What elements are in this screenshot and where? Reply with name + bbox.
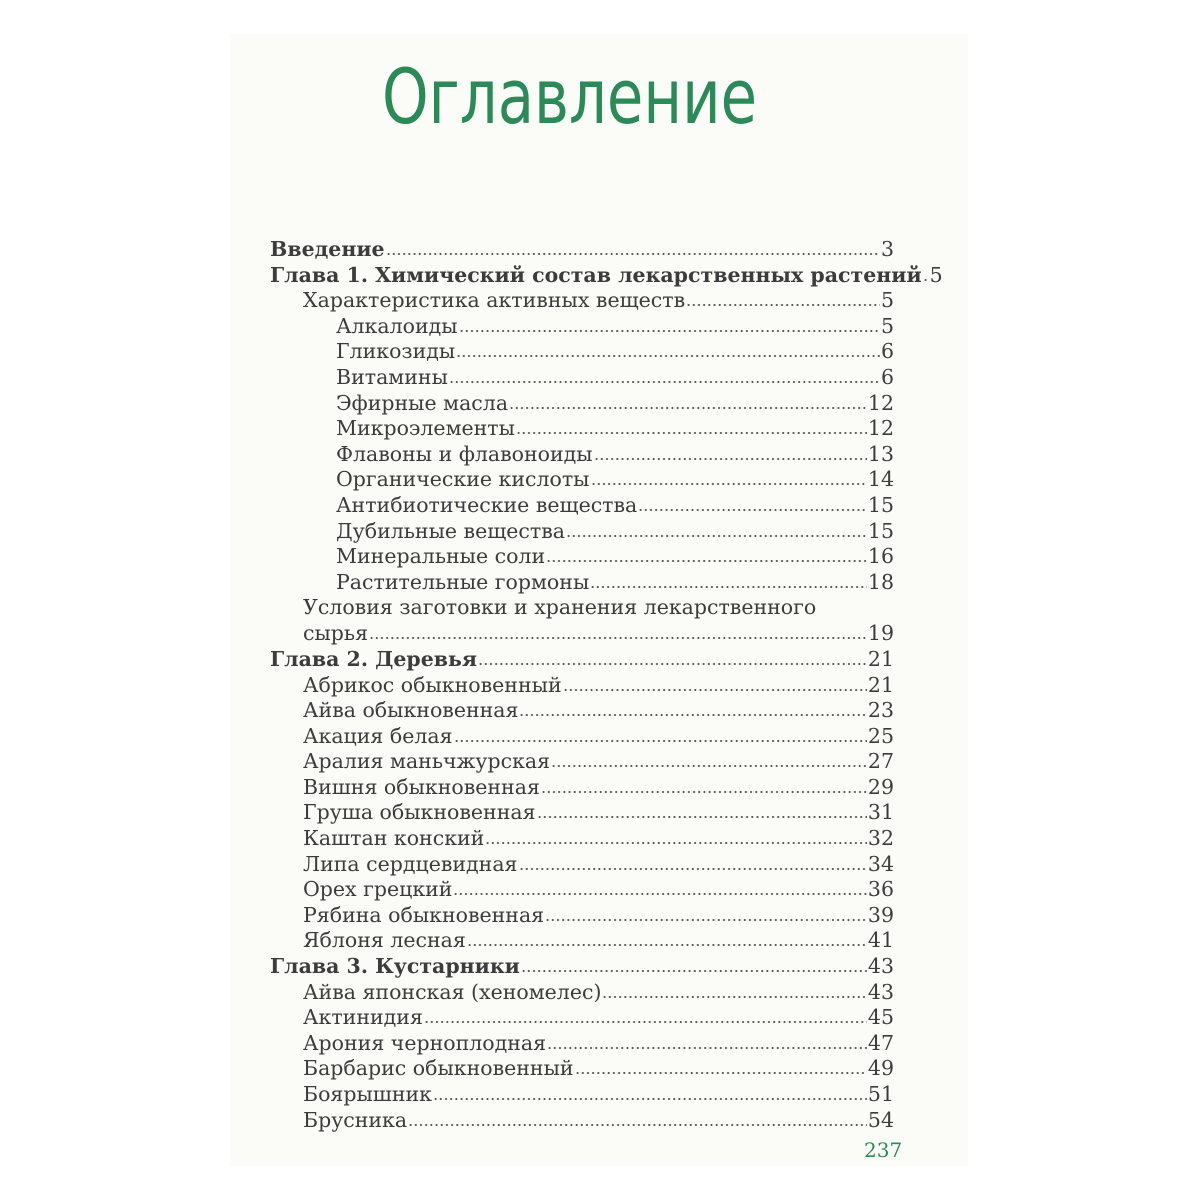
- toc-entry-title: Глава 1. Химический состав лекарственных растений: [270, 262, 922, 287]
- dot-leader: [449, 381, 880, 383]
- toc-entry-page: 34: [867, 851, 894, 876]
- toc-entry: [270, 339, 894, 365]
- toc-entry-title: Арония черноплодная: [303, 1030, 547, 1055]
- toc-entry-title: Каштан конский: [303, 826, 485, 851]
- dot-leader: [467, 944, 867, 946]
- toc-entry-page: 29: [867, 774, 894, 799]
- dot-leader: [686, 304, 880, 306]
- dot-leader: [590, 586, 867, 588]
- toc-entry-page: 41: [867, 928, 894, 953]
- dot-leader: [386, 253, 880, 255]
- dot-leader: [547, 1047, 867, 1049]
- toc-entry-title: Микроэлементы: [336, 416, 515, 441]
- toc-entry-title: Орех грецкий: [303, 877, 453, 902]
- dot-leader: [521, 970, 867, 972]
- toc-entry-page: 12: [867, 416, 894, 441]
- toc-entry-title: Эфирные масла: [336, 390, 509, 415]
- toc-entry-page: 12: [867, 390, 894, 415]
- toc-entry-page: 49: [867, 1056, 894, 1081]
- toc-entry-page: 14: [867, 467, 894, 492]
- toc-entry: [270, 519, 894, 545]
- toc-entry-title: Боярышник: [303, 1082, 432, 1106]
- toc-entry: [270, 544, 894, 570]
- toc-entry-page: 6: [880, 339, 894, 364]
- dot-leader: [485, 842, 867, 844]
- toc-entry-title: Абрикос обыкновенный: [303, 672, 562, 697]
- dot-leader: [602, 996, 866, 998]
- toc-entry-title: Акация белая: [303, 723, 453, 748]
- dot-leader: [575, 1072, 867, 1074]
- dot-leader: [424, 1021, 867, 1023]
- toc-entry-title: Условия заготовки и хранения лекарственного: [303, 595, 817, 620]
- toc-entry: [270, 1108, 894, 1134]
- toc-entry-page: 27: [867, 749, 894, 774]
- dot-leader: [638, 509, 867, 511]
- toc-entry: [270, 621, 894, 647]
- toc-entry-title: Антибиотические вещества: [336, 492, 638, 517]
- toc-entry: [270, 724, 894, 750]
- toc-entry-title: Растительные гормоны: [336, 569, 590, 594]
- dot-leader: [509, 407, 867, 409]
- page-number: 237: [864, 1138, 903, 1162]
- toc-entry-page: 6: [880, 364, 894, 389]
- toc-entry-page: 43: [867, 954, 894, 979]
- toc-entry: [270, 365, 894, 391]
- toc-entry-page: 5: [880, 313, 894, 338]
- toc-entry-title: Актинидия: [303, 1005, 423, 1030]
- toc-entry: [270, 673, 894, 699]
- toc-entry-page: 5: [929, 262, 943, 287]
- toc-entry-page: 23: [867, 698, 894, 723]
- dot-leader: [519, 714, 866, 716]
- toc-entry-page: 25: [867, 723, 894, 748]
- toc-entry: [270, 826, 894, 852]
- toc-entry: [270, 1082, 894, 1108]
- dot-leader: [459, 330, 880, 332]
- toc-entry: [270, 698, 894, 724]
- dot-leader: [545, 919, 867, 921]
- dot-leader: [456, 355, 880, 357]
- toc-entry-page: 54: [867, 1107, 894, 1132]
- toc-entry-title: Минеральные соли: [336, 544, 546, 569]
- toc-entry-title: Гликозиды: [336, 339, 456, 364]
- dot-leader: [516, 432, 867, 434]
- toc-entry: [270, 877, 894, 903]
- toc-entry: [270, 1031, 894, 1057]
- dot-leader: [541, 791, 867, 793]
- toc-entry-page: 45: [867, 1005, 894, 1030]
- toc-entry: [270, 1005, 894, 1031]
- toc-entry-title: Глава 3. Кустарники: [270, 954, 520, 979]
- toc-entry: [270, 800, 894, 826]
- dot-leader: [546, 560, 867, 562]
- toc-entry: [270, 493, 894, 519]
- toc-entry-title: Барбарис обыкновенный: [303, 1056, 574, 1081]
- dot-leader: [478, 663, 867, 665]
- toc-entry-page: 43: [867, 979, 894, 1004]
- dot-leader: [369, 637, 867, 639]
- toc-entry: [270, 852, 894, 878]
- dot-leader: [454, 740, 867, 742]
- toc-entry-page: 21: [867, 646, 894, 671]
- toc-entry-page: 47: [867, 1030, 894, 1055]
- toc-entry-page: 13: [867, 441, 894, 466]
- toc-entry: [270, 980, 894, 1006]
- toc-entry-title: Айва японская (хеномелес): [303, 979, 602, 1004]
- dot-leader: [563, 689, 867, 691]
- toc-entry: [270, 903, 894, 929]
- toc-entry-title: Яблоня лесная: [303, 928, 466, 953]
- toc-entry-title: Аралия маньчжурская: [303, 749, 551, 774]
- toc-entry-page: 5: [880, 288, 894, 313]
- toc-entry: [270, 595, 894, 621]
- toc-entry-title: сырья: [303, 621, 369, 646]
- toc-entry: [270, 262, 943, 289]
- toc-entry-page: 31: [867, 800, 894, 825]
- toc-entry-title: Брусника: [303, 1107, 408, 1132]
- toc-entry-page: 36: [867, 877, 894, 902]
- toc-entry-page: 21: [867, 672, 894, 697]
- dot-leader: [453, 893, 866, 895]
- toc-entry: [270, 749, 894, 775]
- toc-entry-title: Айва обыкновенная: [303, 698, 519, 723]
- dot-leader: [594, 458, 867, 460]
- toc-entry-page: 16: [867, 544, 894, 569]
- dot-leader: [408, 1124, 867, 1126]
- toc-entry-title: Груша обыкновенная: [303, 800, 536, 825]
- toc-entry-title: Флавоны и флавоноиды: [336, 441, 593, 466]
- toc-entry-title: Глава 2. Деревья: [270, 646, 478, 671]
- toc-entry: [270, 647, 894, 673]
- toc-entry-title: Витамины: [336, 364, 448, 389]
- dot-leader: [923, 279, 929, 281]
- toc-entry-page: 39: [867, 902, 894, 927]
- toc-entry: [270, 416, 894, 442]
- toc-entry-title: Рябина обыкновенная: [303, 902, 545, 927]
- toc-entry: [270, 442, 894, 468]
- toc-entry-title: Введение: [270, 237, 385, 261]
- toc-entry: [270, 954, 894, 980]
- dot-leader: [537, 816, 867, 818]
- toc-entry-title: Липа сердцевидная: [303, 851, 518, 876]
- toc-entry-page: 3: [880, 237, 894, 261]
- toc-entry: [270, 467, 894, 493]
- toc-entry: [270, 237, 894, 263]
- toc-entry: [270, 288, 894, 314]
- toc-entry-page: 15: [867, 492, 894, 517]
- toc-entry: [270, 391, 894, 417]
- dot-leader: [551, 765, 867, 767]
- page-title: Оглавление: [382, 52, 758, 141]
- toc-entry: [270, 570, 894, 596]
- toc-entry-page: 18: [867, 569, 894, 594]
- dot-leader: [433, 1098, 867, 1100]
- toc-entry: [270, 314, 894, 340]
- table-of-contents: [270, 237, 943, 1133]
- toc-entry: [270, 775, 894, 801]
- toc-entry-title: Характеристика активных веществ: [303, 288, 686, 313]
- dot-leader: [519, 868, 867, 870]
- book-page: [230, 34, 968, 1166]
- toc-entry-title: Дубильные вещества: [336, 518, 565, 543]
- toc-entry-title: Органические кислоты: [336, 467, 590, 492]
- dot-leader: [591, 483, 867, 485]
- toc-entry-title: Алкалоиды: [336, 313, 458, 338]
- toc-entry: [270, 1056, 894, 1082]
- toc-entry-page: 32: [867, 826, 894, 851]
- dot-leader: [566, 535, 867, 537]
- toc-entry: [270, 928, 894, 954]
- toc-entry-title: Вишня обыкновенная: [303, 774, 540, 799]
- toc-entry-page: 19: [867, 621, 894, 646]
- toc-entry-page: 51: [867, 1082, 894, 1106]
- toc-entry-page: 15: [867, 518, 894, 543]
